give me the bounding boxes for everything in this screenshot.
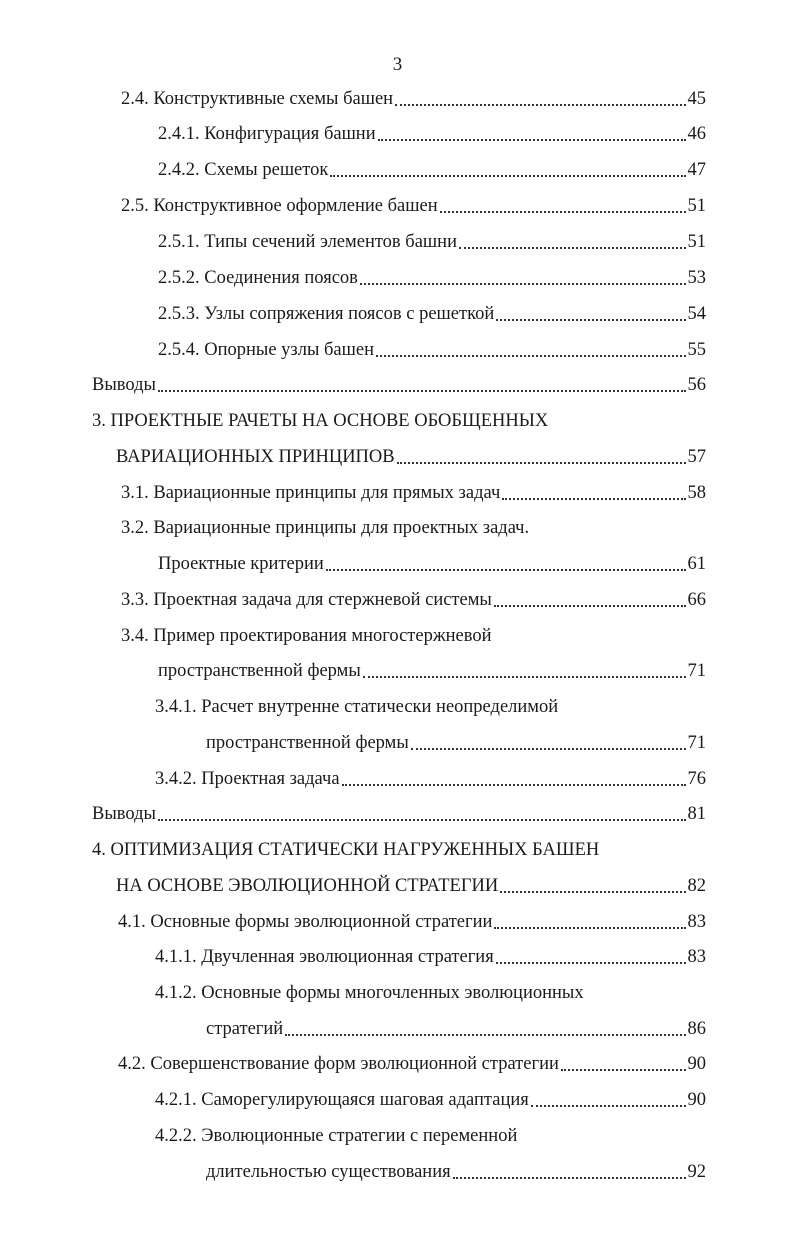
toc-entry bbox=[158, 265, 706, 291]
toc-entry-page: 56 bbox=[687, 375, 706, 395]
toc-entry-label: 3.4.1. Расчет внутренне статически неопределимой bbox=[155, 697, 559, 717]
toc-heading-line bbox=[92, 408, 548, 434]
toc-heading-line bbox=[121, 515, 529, 541]
leader-dots bbox=[378, 139, 686, 141]
toc-entry bbox=[121, 480, 706, 506]
toc-entry-label: 2.5. Конструктивное оформление башен bbox=[121, 196, 438, 216]
toc-entry bbox=[121, 193, 706, 219]
toc-entry-label: 3.4. Пример проектирования многостержневой bbox=[121, 626, 492, 646]
toc-entry bbox=[118, 909, 706, 935]
toc-entry bbox=[158, 337, 706, 363]
toc-entry-page: 47 bbox=[687, 160, 706, 180]
toc-entry-label: 4.1. Основные формы эволюционной стратегии bbox=[118, 912, 493, 932]
toc-entry-page: 71 bbox=[687, 733, 706, 753]
toc-entry-page: 86 bbox=[687, 1019, 706, 1039]
toc-entry-page: 71 bbox=[687, 661, 706, 681]
toc-entry-label: 3.3. Проектная задача для стержневой системы bbox=[121, 590, 492, 610]
toc-heading-line bbox=[155, 980, 584, 1006]
toc-entry-page: 92 bbox=[687, 1162, 706, 1182]
toc-entry bbox=[158, 229, 706, 255]
toc-entry bbox=[206, 1016, 706, 1042]
toc-entry-label: 2.4.1. Конфигурация башни bbox=[158, 124, 376, 144]
toc-entry-page: 90 bbox=[687, 1054, 706, 1074]
leader-dots bbox=[496, 962, 686, 964]
page-number: 3 bbox=[392, 54, 403, 75]
toc-entry bbox=[158, 551, 706, 577]
leader-dots bbox=[411, 748, 686, 750]
toc-entry-page: 82 bbox=[687, 876, 706, 896]
leader-dots bbox=[531, 1105, 686, 1107]
toc-entry-label: Выводы bbox=[92, 375, 156, 395]
toc-entry-label: 2.4. Конструктивные схемы башен bbox=[121, 89, 394, 109]
toc-heading-line bbox=[92, 837, 599, 863]
toc-entry bbox=[155, 766, 706, 792]
toc-entry-page: 57 bbox=[687, 447, 706, 467]
toc-entry bbox=[116, 444, 706, 470]
leader-dots bbox=[502, 498, 685, 500]
leader-dots bbox=[363, 676, 686, 678]
toc-entry-page: 90 bbox=[687, 1090, 706, 1110]
toc-entry-page: 83 bbox=[687, 912, 706, 932]
toc-entry-label: 3.1. Вариационные принципы для прямых задач bbox=[121, 483, 501, 503]
leader-dots bbox=[500, 891, 685, 893]
toc-heading-line bbox=[121, 623, 492, 649]
toc-entry-page: 51 bbox=[687, 232, 706, 252]
toc-entry-page: 55 bbox=[687, 340, 706, 360]
toc-heading-line bbox=[155, 1123, 517, 1149]
toc-entry-label: 2.5.4. Опорные узлы башен bbox=[158, 340, 375, 360]
leader-dots bbox=[395, 104, 685, 106]
toc-entry bbox=[118, 1051, 706, 1077]
toc-entry-page: 76 bbox=[687, 769, 706, 789]
toc-entry bbox=[158, 658, 706, 684]
toc-entry bbox=[158, 301, 706, 327]
toc-entry-page: 51 bbox=[687, 196, 706, 216]
toc-entry-label: пространственной фермы bbox=[158, 661, 361, 681]
leader-dots bbox=[561, 1069, 686, 1071]
toc-entry-page: 83 bbox=[687, 947, 706, 967]
leader-dots bbox=[330, 175, 685, 177]
leader-dots bbox=[285, 1034, 685, 1036]
toc-entry-label: 4.1.1. Двучленная эволюционная стратегия bbox=[155, 947, 494, 967]
toc-entry-label: стратегий bbox=[206, 1019, 284, 1039]
leader-dots bbox=[494, 927, 685, 929]
leader-dots bbox=[376, 355, 685, 357]
toc-entry-page: 46 bbox=[687, 124, 706, 144]
leader-dots bbox=[496, 319, 685, 321]
toc-entry-label: 4.1.2. Основные формы многочленных эволюционных bbox=[155, 983, 584, 1003]
toc-entry-label: 3.4.2. Проектная задача bbox=[155, 769, 340, 789]
toc-entry-page: 66 bbox=[687, 590, 706, 610]
toc-entry bbox=[158, 121, 706, 147]
toc-entry-label: 4.2.2. Эволюционные стратегии с переменной bbox=[155, 1126, 518, 1146]
toc-entry-label: 4.2. Совершенствование форм эволюционной стратегии bbox=[118, 1054, 559, 1074]
toc-entry-page: 61 bbox=[687, 554, 706, 574]
toc-entry bbox=[206, 1159, 706, 1185]
toc-entry-label: 2.4.2. Схемы решеток bbox=[158, 160, 329, 180]
toc-entry bbox=[158, 157, 706, 183]
leader-dots bbox=[360, 283, 686, 285]
toc-entry bbox=[92, 801, 706, 827]
toc-entry bbox=[155, 944, 706, 970]
leader-dots bbox=[397, 462, 686, 464]
leader-dots bbox=[459, 247, 686, 249]
toc-entry bbox=[116, 873, 706, 899]
leader-dots bbox=[342, 784, 686, 786]
leader-dots bbox=[440, 211, 686, 213]
toc-entry-label: Выводы bbox=[92, 804, 156, 824]
leader-dots bbox=[158, 390, 686, 392]
toc-entry-page: 53 bbox=[687, 268, 706, 288]
toc-entry-page: 54 bbox=[687, 304, 706, 324]
leader-dots bbox=[453, 1177, 686, 1179]
toc-entry-label: ВАРИАЦИОННЫХ ПРИНЦИПОВ bbox=[116, 447, 395, 467]
toc-entry bbox=[121, 587, 706, 613]
toc-entry-label: 3.2. Вариационные принципы для проектных задач. bbox=[121, 518, 530, 538]
toc-entry-page: 45 bbox=[687, 89, 706, 109]
toc-entry-label: Проектные критерии bbox=[158, 554, 324, 574]
toc-entry-label: длительностью существования bbox=[206, 1162, 451, 1182]
toc-entry-page: 81 bbox=[687, 804, 706, 824]
leader-dots bbox=[158, 819, 686, 821]
toc-entry bbox=[206, 730, 706, 756]
toc-entry bbox=[92, 372, 706, 398]
toc-entry bbox=[155, 1087, 706, 1113]
toc-entry bbox=[121, 86, 706, 112]
toc-entry-page: 58 bbox=[687, 483, 706, 503]
toc-entry-label: 4. ОПТИМИЗАЦИЯ СТАТИЧЕСКИ НАГРУЖЕННЫХ БАШЕН bbox=[92, 840, 600, 860]
toc-entry-label: 2.5.1. Типы сечений элементов башни bbox=[158, 232, 457, 252]
leader-dots bbox=[494, 605, 686, 607]
toc-entry-label: 3. ПРОЕКТНЫЕ РАЧЕТЫ НА ОСНОВЕ ОБОБЩЕННЫХ bbox=[92, 411, 549, 431]
toc-entry-label: 2.5.2. Соединения поясов bbox=[158, 268, 358, 288]
toc-entry-label: пространственной фермы bbox=[206, 733, 409, 753]
leader-dots bbox=[326, 569, 686, 571]
toc-entry-label: 2.5.3. Узлы сопряжения поясов с решеткой bbox=[158, 304, 495, 324]
toc-entry-label: 4.2.1. Саморегулирующаяся шаговая адаптация bbox=[155, 1090, 529, 1110]
toc-heading-line bbox=[155, 694, 558, 720]
toc-entry-label: НА ОСНОВЕ ЭВОЛЮЦИОННОЙ СТРАТЕГИИ bbox=[116, 876, 499, 896]
